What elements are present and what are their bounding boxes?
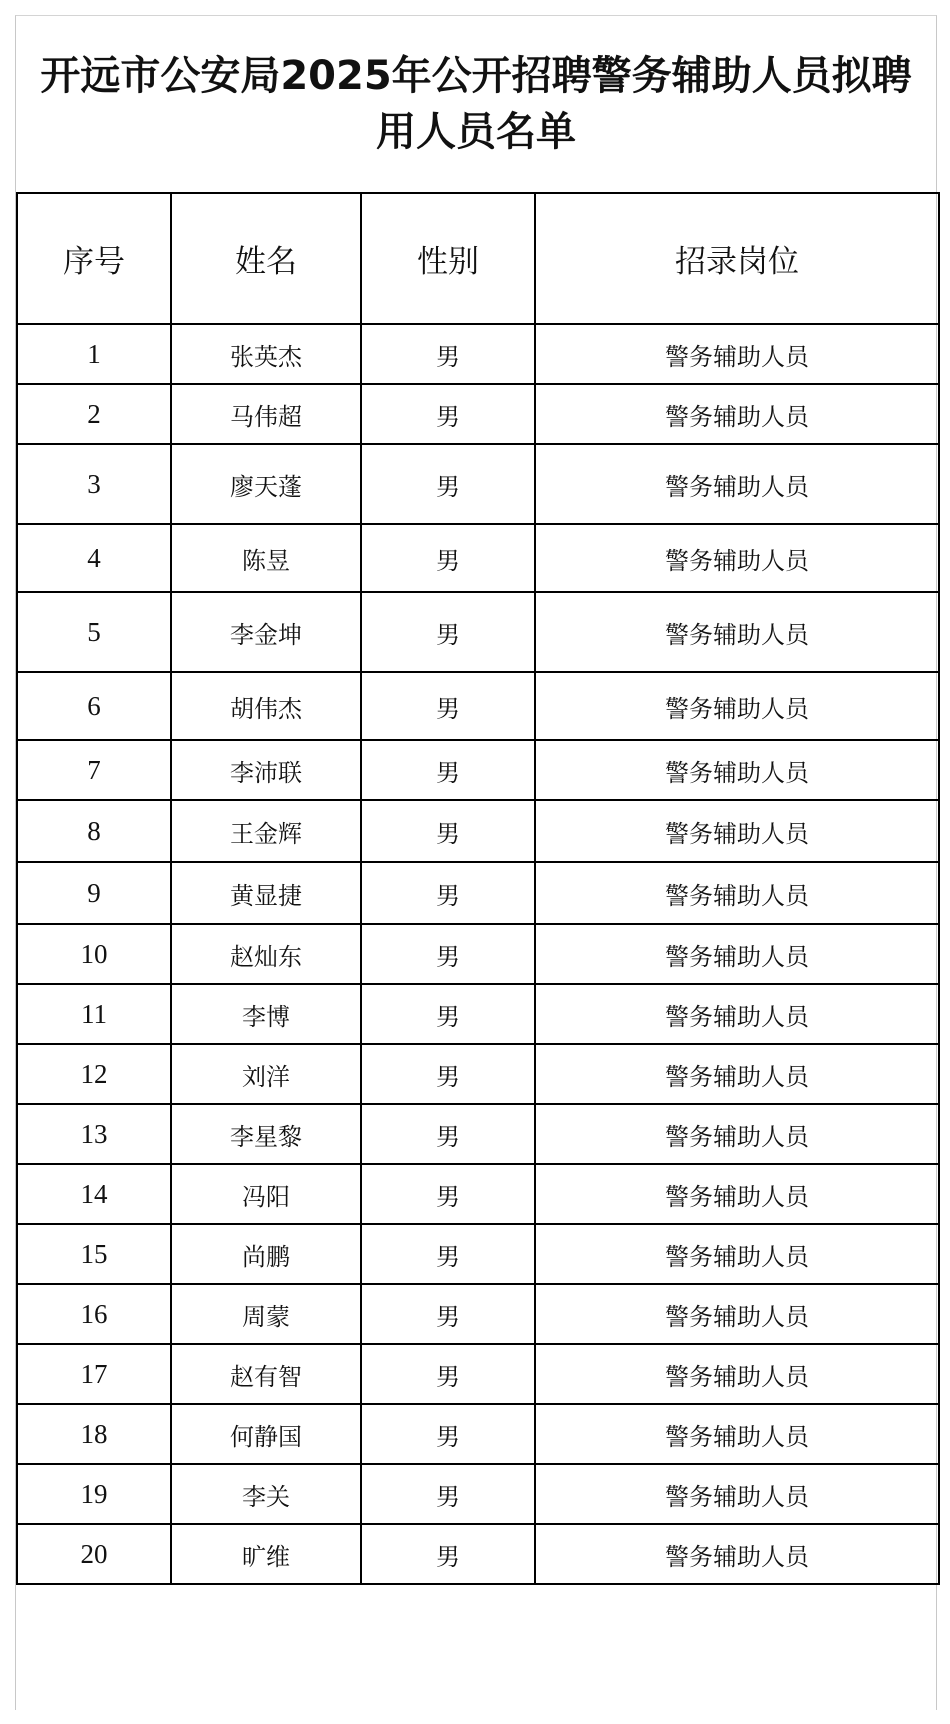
cell-name: 李金坤 [171,592,361,672]
cell-name: 李关 [171,1464,361,1524]
cell-position: 警务辅助人员 [535,672,939,740]
table-row [17,800,939,862]
cell-name: 马伟超 [171,384,361,444]
cell-name: 周蒙 [171,1284,361,1344]
table-row [17,592,939,672]
cell-name: 赵灿东 [171,924,361,984]
cell-position: 警务辅助人员 [535,444,939,524]
cell-gender: 男 [361,444,535,524]
table-row [17,1524,939,1584]
table-row [17,1224,939,1284]
cell-name: 李博 [171,984,361,1044]
cell-index: 2 [17,384,171,444]
cell-index: 15 [17,1224,171,1284]
cell-index: 6 [17,672,171,740]
cell-position: 警务辅助人员 [535,740,939,800]
cell-index: 17 [17,1344,171,1404]
cell-position: 警务辅助人员 [535,592,939,672]
table-row [17,740,939,800]
cell-gender: 男 [361,924,535,984]
table-row [17,1104,939,1164]
cell-position: 警务辅助人员 [535,1524,939,1584]
cell-name: 李星黎 [171,1104,361,1164]
cell-position: 警务辅助人员 [535,1344,939,1404]
cell-gender: 男 [361,800,535,862]
cell-index: 4 [17,524,171,592]
table-row [17,384,939,444]
table-row [17,324,939,384]
cell-position: 警务辅助人员 [535,1284,939,1344]
title-area [16,16,936,192]
cell-position: 警务辅助人员 [535,1044,939,1104]
cell-gender: 男 [361,862,535,924]
cell-position: 警务辅助人员 [535,924,939,984]
cell-name: 冯阳 [171,1164,361,1224]
cell-position: 警务辅助人员 [535,1404,939,1464]
cell-gender: 男 [361,1164,535,1224]
cell-gender: 男 [361,1104,535,1164]
cell-gender: 男 [361,1284,535,1344]
cell-index: 9 [17,862,171,924]
cell-position: 警务辅助人员 [535,324,939,384]
cell-position: 警务辅助人员 [535,862,939,924]
cell-position: 警务辅助人员 [535,1164,939,1224]
cell-gender: 男 [361,592,535,672]
table-header-row [17,193,939,324]
table-row [17,444,939,524]
cell-index: 3 [17,444,171,524]
cell-index: 1 [17,324,171,384]
table-row [17,924,939,984]
cell-name: 刘洋 [171,1044,361,1104]
cell-index: 7 [17,740,171,800]
page-title: 开远市公安局2025年公开招聘警务辅助人员拟聘用人员名单 [40,53,912,155]
cell-gender: 男 [361,384,535,444]
cell-name: 李沛联 [171,740,361,800]
cell-position: 警务辅助人员 [535,524,939,592]
table-row [17,1464,939,1524]
cell-position: 警务辅助人员 [535,1464,939,1524]
cell-gender: 男 [361,1044,535,1104]
table-row [17,1284,939,1344]
table-row [17,524,939,592]
cell-index: 8 [17,800,171,862]
cell-gender: 男 [361,1464,535,1524]
table-body [17,324,939,1584]
cell-name: 尚鹏 [171,1224,361,1284]
table-row [17,672,939,740]
cell-name: 胡伟杰 [171,672,361,740]
cell-position: 警务辅助人员 [535,1104,939,1164]
header-gender: 性别 [361,193,535,324]
cell-index: 14 [17,1164,171,1224]
cell-name: 黄显捷 [171,862,361,924]
table-row [17,1044,939,1104]
cell-position: 警务辅助人员 [535,984,939,1044]
header-name: 姓名 [171,193,361,324]
cell-index: 18 [17,1404,171,1464]
cell-gender: 男 [361,324,535,384]
cell-position: 警务辅助人员 [535,384,939,444]
cell-gender: 男 [361,1404,535,1464]
cell-name: 陈昱 [171,524,361,592]
cell-index: 12 [17,1044,171,1104]
cell-index: 11 [17,984,171,1044]
cell-gender: 男 [361,1524,535,1584]
hire-list-table [16,192,940,1585]
cell-name: 旷维 [171,1524,361,1584]
cell-index: 16 [17,1284,171,1344]
cell-name: 廖天蓬 [171,444,361,524]
cell-gender: 男 [361,984,535,1044]
cell-index: 19 [17,1464,171,1524]
cell-index: 5 [17,592,171,672]
table-row [17,1404,939,1464]
cell-position: 警务辅助人员 [535,1224,939,1284]
cell-name: 张英杰 [171,324,361,384]
cell-gender: 男 [361,672,535,740]
cell-gender: 男 [361,740,535,800]
cell-gender: 男 [361,524,535,592]
header-index: 序号 [17,193,171,324]
table-row [17,984,939,1044]
table-row [17,1344,939,1404]
cell-name: 王金辉 [171,800,361,862]
header-position: 招录岗位 [535,193,939,324]
cell-name: 赵有智 [171,1344,361,1404]
cell-position: 警务辅助人员 [535,800,939,862]
table-row [17,862,939,924]
cell-name: 何静国 [171,1404,361,1464]
cell-gender: 男 [361,1224,535,1284]
table-row [17,1164,939,1224]
cell-gender: 男 [361,1344,535,1404]
cell-index: 13 [17,1104,171,1164]
cell-index: 10 [17,924,171,984]
document-sheet [15,15,937,1710]
cell-index: 20 [17,1524,171,1584]
